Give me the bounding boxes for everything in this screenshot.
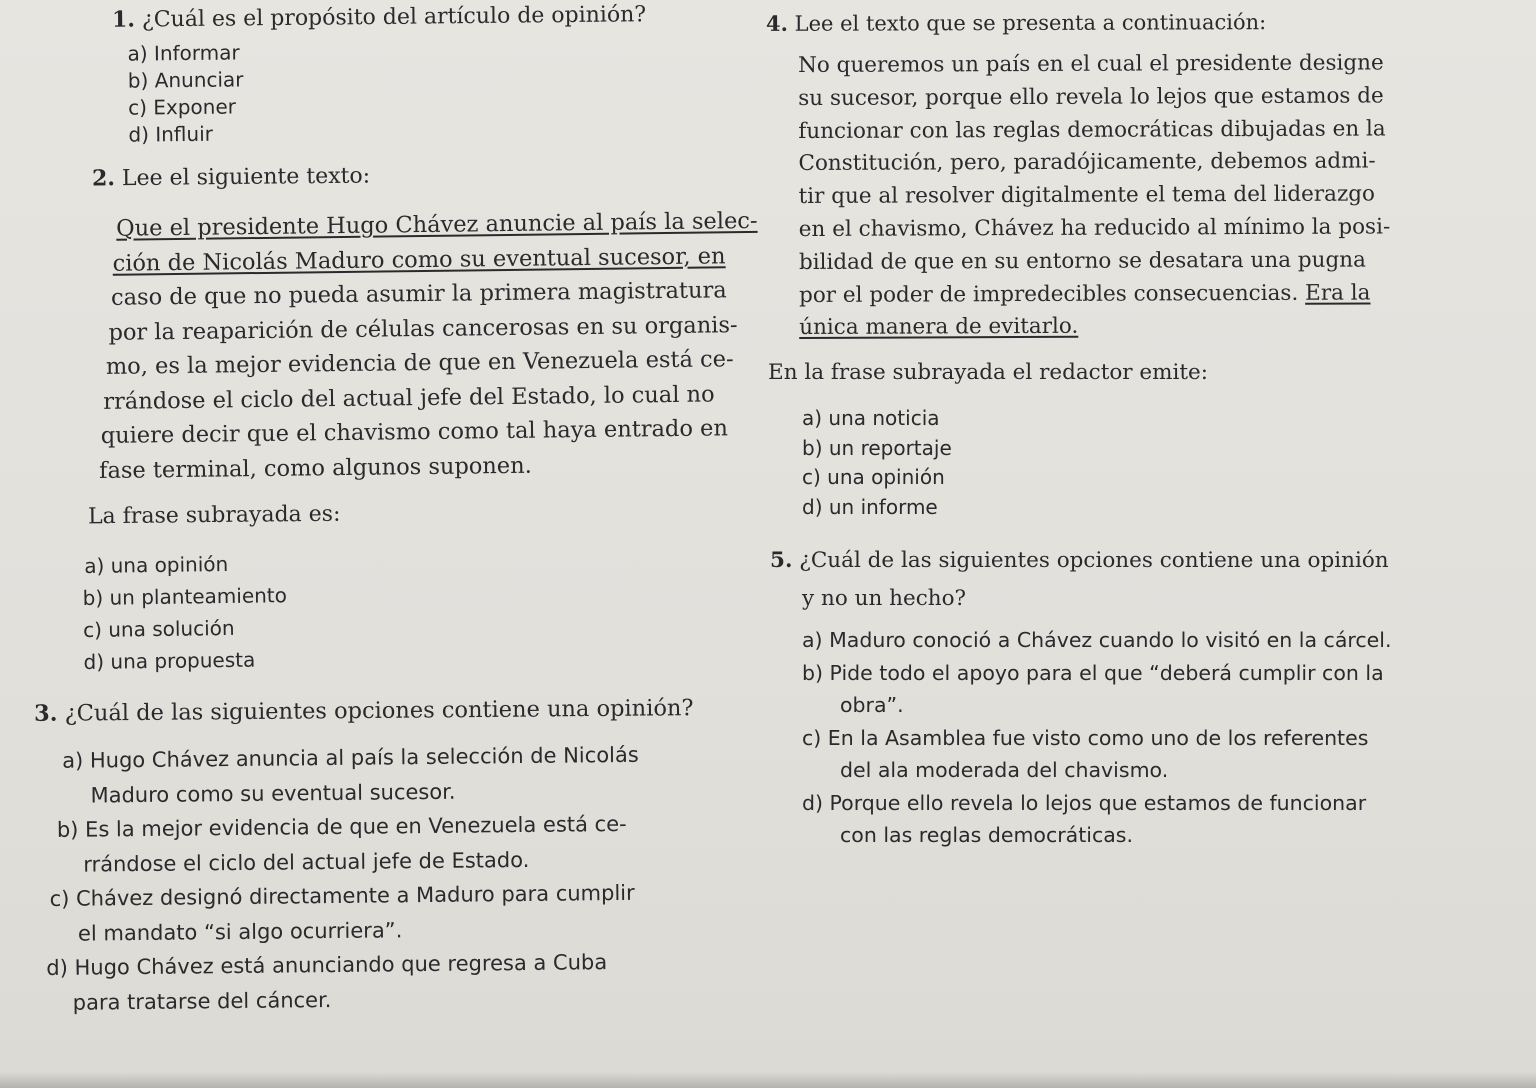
q2-instruction (92, 163, 370, 192)
q3-question (34, 695, 694, 727)
q2-passage-line-1: Que el presidente Hugo Chávez anuncie al país la selec- (116, 207, 758, 242)
q2-passage (96, 204, 761, 488)
q5-option-d-line-2[interactable]: con las reglas democráticas. (840, 823, 1133, 847)
q4-passage-line-8-text: por el poder de impredecibles consecuencias. (799, 280, 1299, 308)
q5-question-line-2: y no un hecho? (802, 586, 967, 611)
q4-passage-line-8 (799, 277, 1391, 312)
q1-question-text: ¿Cuál es el propósito del artículo de opinión? (141, 2, 647, 33)
q2-instruction-text: Lee el siguiente texto: (121, 163, 371, 192)
q4-passage-line-2: su sucesor, porque ello revela lo lejos que estamos de (798, 83, 1384, 111)
q2-passage-line-3: caso de que no pueda asumir la primera magistratura (110, 277, 727, 311)
q4-number: 4. (765, 10, 788, 36)
q2-option-c[interactable]: c) una solución (82, 615, 235, 642)
q2-passage-line-5: mo, es la mejor evidencia de que en Venezuela está ce- (105, 346, 734, 380)
q2-passage-line-4: por la reaparición de células cancerosas en su organis- (108, 311, 738, 346)
q3-option-b-line-1[interactable]: b) Es la mejor evidencia de que en Venezuela está ce- (56, 811, 627, 842)
q5-question-line-1: ¿Cuál de las siguientes opciones contiene una opinión (799, 548, 1389, 573)
q3-option-c-line-1[interactable]: c) Chávez designó directamente a Maduro para cumplir (49, 880, 635, 911)
q2-option-d[interactable]: d) una propuesta (83, 647, 256, 674)
q4-passage-line-7: bilidad de que en su entorno se desatara una pugna (798, 247, 1366, 275)
q5-options (802, 624, 1391, 852)
q3-option-a-line-1[interactable]: a) Hugo Chávez anuncia al país la selección de Nicolás (62, 742, 639, 773)
q2-passage-line-6: rrándose el ciclo del actual jefe del Estado, lo cual no (103, 380, 715, 415)
q4-option-d[interactable]: d) un informe (802, 494, 938, 519)
q3-question-text: ¿Cuál de las siguientes opciones contiene una opinión? (64, 695, 694, 727)
q1-option-b[interactable]: b) Anunciar (127, 67, 244, 93)
q3-number: 3. (33, 700, 58, 727)
q1-option-c[interactable]: c) Exponer (128, 94, 237, 120)
q4-option-b[interactable]: b) un reportaje (802, 435, 952, 460)
q3-option-d-line-1[interactable]: d) Hugo Chávez está anunciando que regresa a Cuba (46, 950, 608, 980)
q5-question (770, 542, 1389, 618)
q3-option-d-line-2[interactable]: para tratarse del cáncer. (72, 987, 332, 1015)
q4-option-a[interactable]: a) una noticia (802, 406, 940, 430)
q5-option-a[interactable]: a) Maduro conoció a Chávez cuando lo visitó en la cárcel. (802, 628, 1392, 652)
page-bottom-edge (0, 1072, 1536, 1088)
q4-passage-line-3: funcionar con las reglas democráticas dibujadas en la (798, 116, 1386, 144)
q3-options (44, 738, 641, 1020)
q5-option-c-line-1[interactable]: c) En la Asamblea fue visto como uno de los referentes (802, 725, 1369, 750)
q4-passage-line-1: No queremos un país en el cual el presidente designe (798, 50, 1384, 78)
q4-passage-line-6: en el chavismo, Chávez ha reducido al mínimo la posi- (798, 214, 1391, 242)
q2-options (82, 547, 288, 678)
q1-option-d[interactable]: d) Influir (128, 121, 214, 147)
q5-option-b-line-2[interactable]: obra”. (840, 693, 904, 717)
q4-options (802, 404, 952, 522)
q2-passage-line-2: ción de Nicolás Maduro como su eventual sucesor, en (112, 242, 726, 277)
q2-passage-line-7: quiere decir que el chavismo como tal haya entrado en (100, 415, 729, 449)
q2-number: 2. (91, 165, 116, 192)
q5-option-b-line-1[interactable]: b) Pide todo el apoyo para el que “deberá cumplir con la (802, 660, 1384, 685)
q5-number: 5. (770, 548, 793, 573)
q4-passage-line-5: tir que al resolver digitalmente el tema del liderazgo (798, 181, 1376, 210)
q5-option-c-line-2[interactable]: del ala moderada del chavismo. (840, 758, 1169, 782)
q3-option-a-line-2[interactable]: Maduro como su eventual sucesor. (90, 779, 456, 808)
q1-option-a[interactable]: a) Informar (127, 40, 240, 66)
q1-question (112, 1, 646, 33)
q4-instruction-text: Lee el texto que se presenta a continuación: (794, 10, 1267, 36)
q4-underlined-end: única manera de evitarlo. (799, 314, 1079, 341)
q4-prompt: En la frase subrayada el redactor emite: (768, 360, 1209, 385)
q5-option-d-line-1[interactable]: d) Porque ello revela lo lejos que estamos de funcionar (802, 790, 1367, 815)
q1-number: 1. (111, 6, 136, 33)
q2-prompt: La frase subrayada es: (87, 501, 341, 530)
q4-option-c[interactable]: c) una opinión (802, 465, 945, 489)
q4-passage-line-4: Constitución, pero, paradójicamente, debemos admi- (798, 148, 1376, 177)
q4-instruction (766, 9, 1266, 36)
q2-option-a[interactable]: a) una opinión (84, 551, 229, 578)
q3-option-b-line-2[interactable]: rrándose el ciclo del actual jefe de Estado. (83, 847, 530, 877)
q4-underlined-start: Era la (1305, 280, 1371, 306)
q4-passage (798, 47, 1391, 345)
q3-option-c-line-2[interactable]: el mandato “si algo ocurriera”. (77, 917, 403, 946)
q2-option-b[interactable]: b) un planteamiento (82, 583, 288, 610)
q1-options (127, 39, 244, 148)
q2-passage-line-8: fase terminal, como algunos suponen. (98, 452, 532, 484)
